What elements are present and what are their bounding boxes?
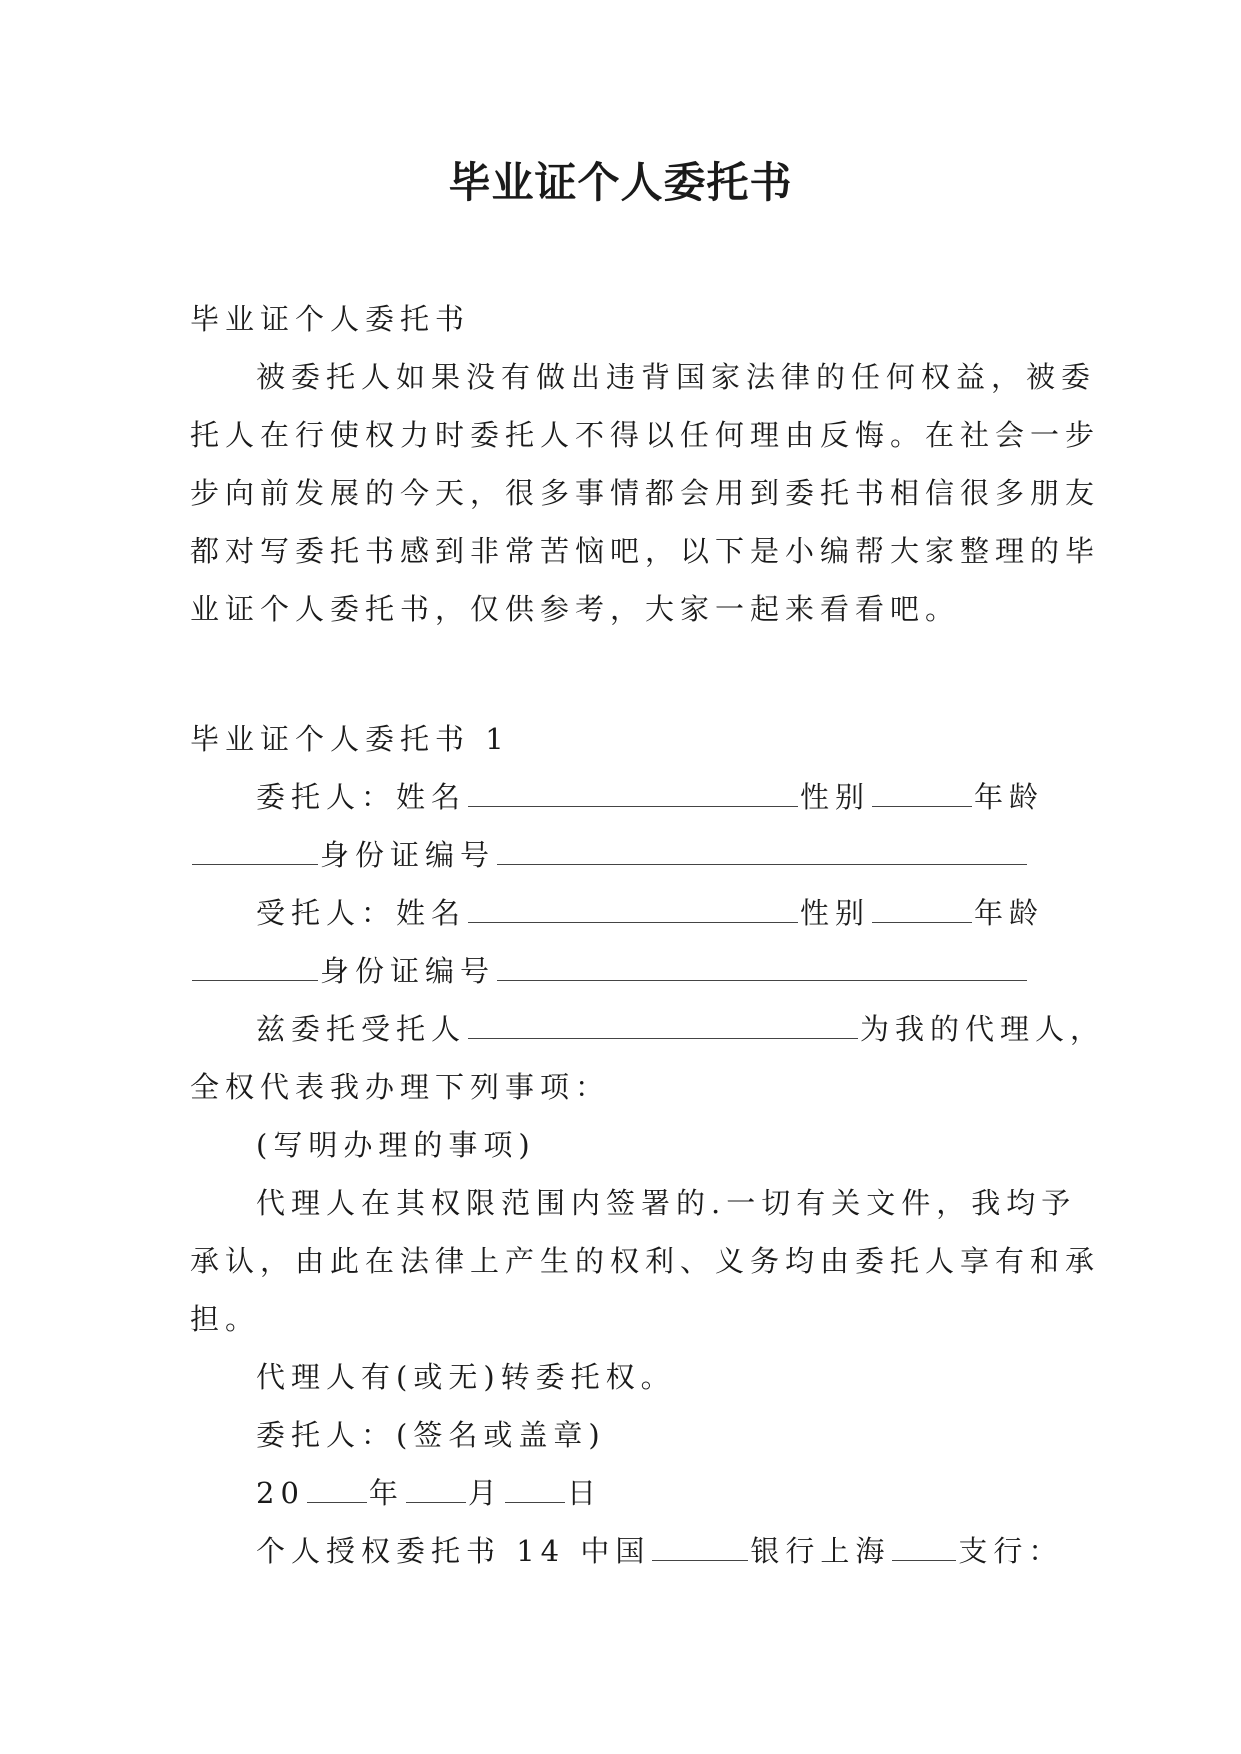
section-gap: [190, 638, 1060, 710]
authority-line-3: 担。: [190, 1302, 261, 1336]
date-prefix: 20: [256, 1476, 305, 1510]
matters-note: (写明办理的事项): [256, 1128, 536, 1162]
intro-line-1: 被委托人如果没有做出违背国家法律的任何权益，被委: [256, 360, 1097, 394]
principal-id-label: 身份证编号: [320, 838, 496, 872]
principal-gender-blank: [872, 784, 972, 807]
section1-heading: 毕业证个人委托书 1: [190, 722, 510, 756]
agent-name-label: 受托人：姓名: [256, 896, 467, 930]
agent-age-label: 年龄: [974, 896, 1045, 930]
agent-age-blank: [192, 958, 318, 981]
principal-age-label: 年龄: [974, 780, 1045, 814]
agent-gender-label: 性别: [800, 896, 871, 930]
entrust-line: [190, 1000, 1106, 1058]
sub-entrust-line: 代理人有(或无)转委托权。: [256, 1360, 676, 1394]
agent-info-line: [190, 884, 1060, 942]
entrust-prefix: 兹委托受托人: [256, 1012, 467, 1046]
date-month-blank: [406, 1480, 466, 1503]
agent-id-label: 身份证编号: [320, 954, 496, 988]
document-title: 毕业证个人委托书: [448, 158, 793, 207]
bank-line-suffix: 支行：: [958, 1534, 1064, 1568]
agent-id-blank: [497, 958, 1027, 981]
principal-name-label: 委托人：姓名: [256, 780, 467, 814]
intro-line-4: 都对写委托书感到非常苦恼吧，以下是小编帮大家整理的毕: [190, 534, 1101, 568]
principal-id-line: [190, 826, 1060, 884]
principal-gender-label: 性别: [800, 780, 871, 814]
intro-line-3: 步向前发展的今天，很多事情都会用到委托书相信很多朋友: [190, 476, 1101, 510]
principal-name-blank: [468, 784, 798, 807]
signature-line: 委托人：(签名或盖章): [256, 1418, 606, 1452]
intro-line-5: 业证个人委托书，仅供参考，大家一起来看看吧。: [190, 592, 961, 626]
date-month-label: 月: [467, 1476, 503, 1510]
authority-line-1: 代理人在其权限范围内签署的.一切有关文件，我均予: [256, 1186, 1077, 1220]
bank-line-middle: 银行上海: [750, 1534, 891, 1568]
intro-line-2: 托人在行使权力时委托人不得以任何理由反悔。在社会一步: [190, 418, 1101, 452]
bank-name-blank: [652, 1538, 748, 1561]
intro-heading: 毕业证个人委托书: [190, 302, 471, 336]
bank-line-prefix: 个人授权委托书 14 中国: [256, 1534, 651, 1568]
date-day-label: 日: [566, 1476, 602, 1510]
principal-id-blank: [497, 842, 1027, 865]
bank-line: [190, 1522, 1064, 1580]
entrust-line-2: 全权代表我办理下列事项：: [190, 1070, 611, 1104]
principal-age-blank: [192, 842, 318, 865]
agent-name-blank: [468, 900, 798, 923]
branch-name-blank: [892, 1538, 956, 1561]
entrust-suffix: 为我的代理人，: [860, 1012, 1106, 1046]
document-body: [190, 290, 1106, 1580]
agent-id-line: [190, 942, 1060, 1000]
date-day-blank: [505, 1480, 565, 1503]
date-year-blank: [307, 1480, 367, 1503]
agent-gender-blank: [872, 900, 972, 923]
entrust-agent-blank: [468, 1016, 858, 1039]
date-year-label: 年: [368, 1476, 404, 1510]
principal-info-line: [190, 768, 1060, 826]
authority-line-2: 承认，由此在法律上产生的权利、义务均由委托人享有和承: [190, 1244, 1101, 1278]
date-line: [190, 1464, 1060, 1522]
